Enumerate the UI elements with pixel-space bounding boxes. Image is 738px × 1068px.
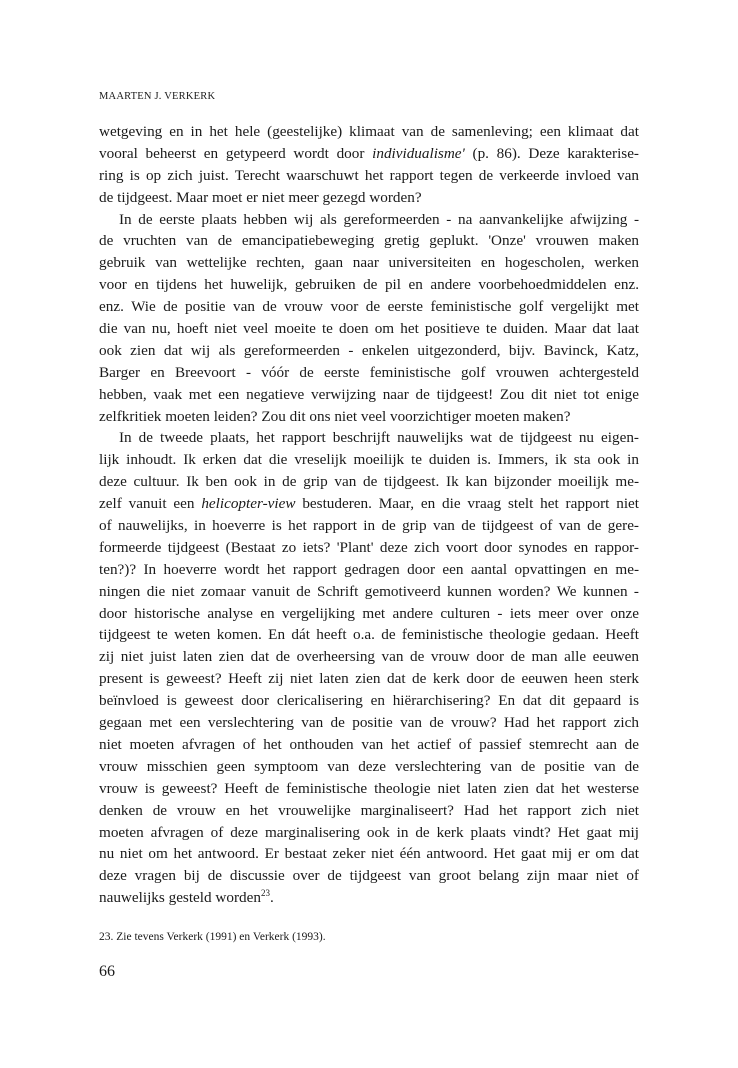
text-line: deze vragen bij de discussie over de tijdgeest van groot belang zijn maar niet of [99, 867, 639, 885]
paragraph [99, 427, 639, 909]
text-line: vrouw misschien geen symptoom van deze verslechtering van de positie van de [99, 757, 639, 775]
text-line: present is geweest? Heeft zij niet laten zien dat de kerk door de eeuwen heen sterk [99, 670, 639, 688]
text-line: nauwelijks gesteld worden$^{23}$. [99, 888, 274, 907]
text-line: de tijdgeest. Maar moet er niet meer gezegd worden? [99, 188, 422, 206]
text-line: hebben, vaak met een negatieve verwijzing naar de tijdgeest! Zou dit niet tot enige [99, 385, 639, 403]
text-line: In de eerste plaats hebben wij als gereformeerden - na aanvankelijke afwijzing - [119, 210, 639, 228]
text-line: of nauwelijks, in hoeverre is het rapport in de grip van de tijdgeest of van de gere- [99, 517, 639, 535]
text-line: zelf vanuit een helicopter-view bestuderen. Maar, en die vraag stelt het rapport niet [99, 495, 639, 513]
footnote-ref: 23 [260, 888, 270, 899]
running-header: MAARTEN J. VERKERK [99, 91, 216, 102]
text-line: beïnvloed is geweest door clericalisering en hiërarchisering? En dat dit gepaard is [99, 692, 639, 710]
text-line: ningen die niet zomaar vanuit de Schrift gemotiveerd kunnen worden? We kunnen - [99, 582, 639, 600]
text-line: moeten afvragen of deze marginalisering ook in de kerk plaats vindt? Het gaat mij [99, 823, 639, 841]
paragraph [99, 209, 639, 428]
text-line: ring is op zich juist. Terecht waarschuwt het rapport tegen de verkeerde invloed van [99, 166, 639, 184]
text-line: ook zien dat wij als gereformeerden - enkelen uitgezonderd, bijv. Bavinck, Katz, [99, 341, 639, 359]
text-line: In de tweede plaats, het rapport beschrijft nauwelijks wat de tijdgeest nu eigen- [119, 429, 639, 447]
text-line: door historische analyse en vergelijking met andere culturen - iets meer over onze [99, 604, 639, 622]
text-line: vrouw is geweest? Heeft de feministische theologie niet laten zien dat het westerse [99, 779, 639, 797]
text-line: vooral beheerst en getypeerd wordt door individualisme' (p. 86). Deze karakterise- [99, 144, 639, 162]
text-line: de vruchten van de emancipatiebeweging gretig geplukt. 'Onze' vrouwen maken [99, 232, 639, 250]
text-line: denken de vrouw en het vrouwelijke marginaliseert? Had het rapport zich niet [99, 801, 639, 819]
text-line: wetgeving en in het hele (geestelijke) klimaat van de samenleving; een klimaat dat [99, 123, 639, 140]
page-number: 66 [99, 963, 115, 980]
text-line: nu niet om het antwoord. Er bestaat zeker niet één antwoord. Het gaat mij er om dat [99, 845, 639, 863]
text-line: gebruik van wettelijke rechten, gaan naar universiteiten en hogescholen, werken [99, 254, 639, 272]
text-line: zelfkritiek moeten leiden? Zou dit ons niet veel voorzichtiger moeten maken? [99, 407, 571, 425]
text-line: ten?)? In hoeverre wordt het rapport gedragen door een aantal opvattingen en me- [99, 560, 639, 578]
text-line: formeerde tijdgeest (Bestaat zo iets? 'Plant' deze zich voort door synodes en rappor- [99, 538, 639, 556]
text-line: tijdgeest te weten komen. En dát heeft o.a. de feministische theologie gedaan. Heeft [99, 626, 639, 644]
text-line: niet moeten afvragen of het onthouden van het actief of passief stemrecht aan de [99, 735, 639, 753]
text-line: die van nu, hoeft niet veel moeite te doen om het positieve te duiden. Maar dat laat [99, 320, 639, 338]
text-line: enz. Wie de positie van de vrouw voor de eerste feministische golf vergelijkt met [99, 298, 639, 316]
text-line: lijk inhoudt. Ik erken dat die vreselijk moeilijk te duiden is. Immers, ik sta ook in [99, 451, 639, 469]
text-line: gegaan met een verslechtering van de positie van de vrouw? Had het rapport zich [99, 714, 639, 732]
paragraph [99, 121, 639, 209]
text-line: deze cultuur. Ik ben ook in de grip van de tijdgeest. Ik kan bijzonder moeilijk me- [99, 473, 639, 491]
text-line: zij niet juist laten zien dat de overheersing van de vrouw door de man alle eeuwen [99, 648, 639, 666]
text-line: Barger en Breevoort - vóór de eerste feministische golf vrouwen achtergesteld [99, 363, 639, 381]
text-line: voor en tijdens het huwelijk, gebruiken de pil en andere voorbehoedmiddelen enz. [99, 276, 639, 294]
footnote: 23. Zie tevens Verkerk (1991) en Verkerk (1993). [99, 931, 326, 943]
body-text [99, 121, 639, 909]
